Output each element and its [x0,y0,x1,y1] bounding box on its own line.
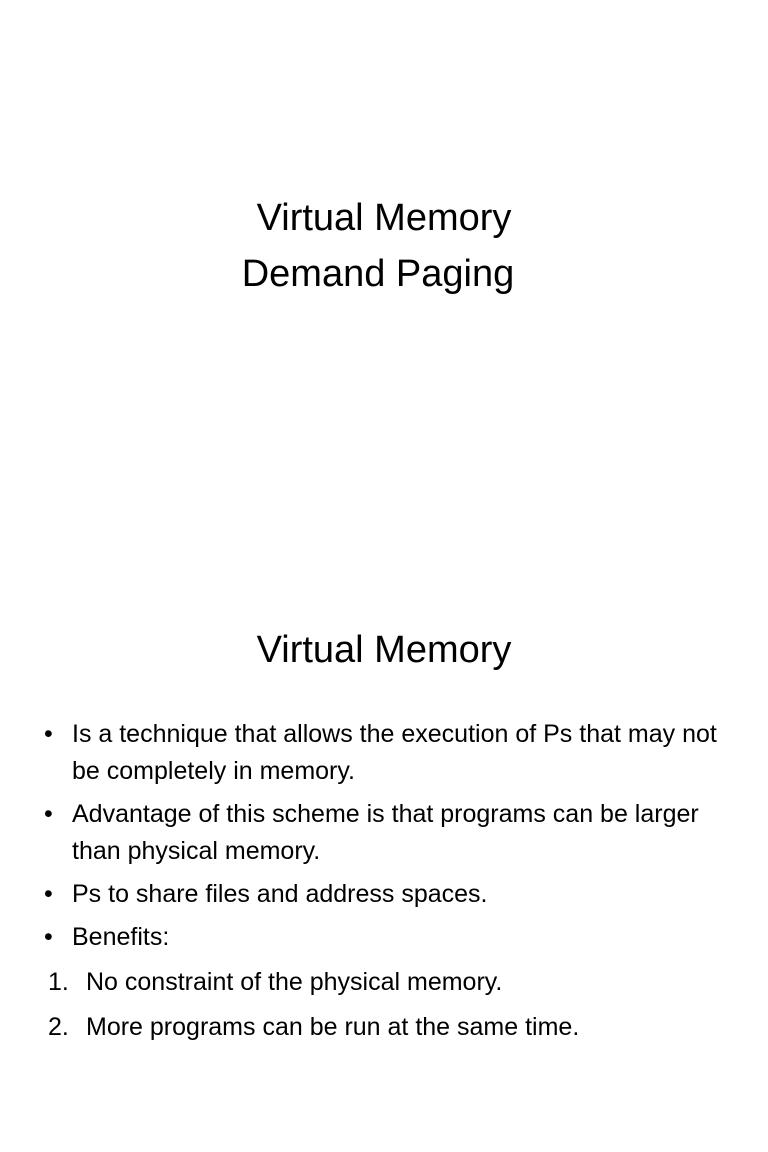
content-slide [0,576,768,1152]
bullet-text: Ps to share files and address spaces. [72,880,488,908]
bullet-text: Is a technique that allows the execution of Ps that may not be completely in memory. [72,720,717,785]
numbered-item [42,1009,722,1046]
bullet-item [42,876,722,913]
bullet-icon: • [44,720,53,748]
bullet-icon: • [44,880,53,908]
item-number: 2. [48,1013,69,1041]
bullet-item [42,919,722,956]
numbered-item [42,964,722,1001]
numbered-text: More programs can be run at the same time. [86,1013,580,1041]
title-line-2: Demand Paging [241,253,515,295]
bullet-list [42,716,722,1048]
bullet-text: Advantage of this scheme is that programs can be larger than physical memory. [72,800,699,865]
title-line-1: Virtual Memory [256,197,512,239]
bullet-icon: • [44,800,53,828]
bullet-text: Benefits: [72,923,170,951]
bullet-icon: • [44,923,53,951]
slide-heading: Virtual Memory [256,629,512,671]
item-number: 1. [48,968,69,996]
bullet-item [42,716,722,790]
slide-title [0,190,768,302]
numbered-text: No constraint of the physical memory. [86,968,503,996]
bullet-item [42,796,722,870]
